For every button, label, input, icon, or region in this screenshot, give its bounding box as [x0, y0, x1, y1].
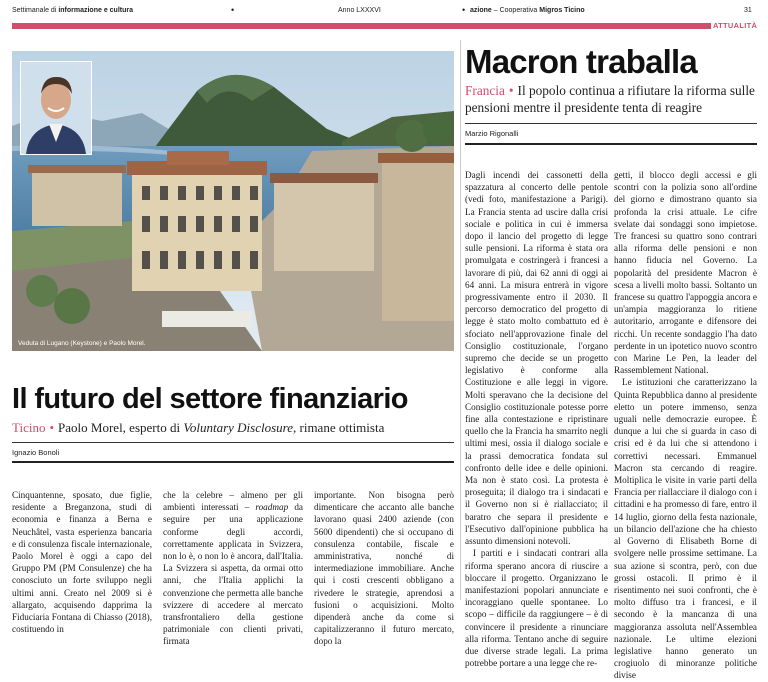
section-rubric: ATTUALITÀ — [713, 21, 758, 30]
divider — [465, 123, 757, 124]
article-column-1: Cinquantenne, sposato, due figlie, residente a Breganzona, studi di economia e finanza a Berna e Neuchâtel, vasta esperienza bancaria e di consulenza fiscale internazionale, Paolo Morel è oggi a capo del Gruppo PM (PM Consulenze) che ha conosciuto un forte sviluppo negli ultimi anni. Creato nel 2009 si è allargato, acquisendo dapprima la Fiduciaria Fontana di Chiasso (2018), costituendo in — [12, 490, 152, 635]
person-icon — [21, 62, 91, 154]
divider — [465, 143, 757, 145]
publication-tagline: Settimanale di informazione e cultura — [12, 7, 133, 14]
article-column-2: getti, il blocco degli accessi e gli scontri con la polizia sono all'ordine del giorno e dimostrano quanto sia profonda la crisi attuale. Le cifre svelate dai sondaggi sono impietose. Tre francesi su quattro sono contrari alla riforma delle pensioni e non hanno fiducia nel Governo. La popolarità del presidente Macron è scesa a livelli molto bassi. Soltanto un francese su quattro l'appoggia ancora e un'ampia maggioranza lo ritiene autoritario, arrogante e difensore dei ricchi. Un recente sondaggio l'ha dato perdente in un ipotetico nuovo scontro con Marine Le Pen, la leader del Rassemblement National. Le istituzioni che caratterizzano la Quinta Repubblica danno al presidente eletto un potere immenso, senza uguali nelle democrazie europee. È dunque a lui che si guarda in caso di crisi ed è da lui che si attendono i correttivi necessari. Emmanuel Macron sta cercando di reagire. Moltiplica le visite in varie parti della Francia per riallacciare il dialogo con i cittadini e ha promesso di fare, entro il 14 luglio, giorno della festa nazionale, un bilancio dell'azione che ha chiesto al Governo di Elisabeth Borne di svolgere nelle prossime settimane. La sua azione si scontra, però, con due grossi ostacoli. Il primo è il risentimento nei suoi confronti, che è molto diffuso tra i francesi, e il secondo è la mancanza di una maggioranza assoluta nell'Assemblea nazionale. Le ultime elezioni legislative hanno generato un crogiuolo di minoranze politiche divise — [614, 170, 757, 681]
photo-caption: Veduta di Lugano (Keystone) e Paolo Morel. — [18, 340, 146, 347]
article-author: Marzio Rigonalli — [465, 129, 519, 138]
article-column-2: che la celebre – almeno per gli ambienti interessati – roadmap da seguire per una applicazione conforme degli accordi, correttamente applicata in Svizzera, non lo è, o non lo è ancora, dall'Italia. La Svizzera si aspetta, da ormai otto anni, che l'Italia applichi la convenzione che permetta alle banche svizzere di accedere al mercato transfrontaliero della gestione patrimoniale con clienti privati, firmata — [163, 490, 303, 647]
article-column-3: importante. Non bisogna però dimenticare che accanto alle banche lavorano quasi 2400 aziende (con 5600 dipendenti) che si occupano di consulenza contabile, fiscale e amministrativa, nonché di intermediazione immobiliare. Anche qui i costi crescenti obbligano a rivedere le strategie, aprendosi a fusioni o acquisizioni. Molto dipenderà anche da come si capitalizzeranno il futuro mercato, dopo la — [314, 490, 454, 647]
divider — [12, 461, 454, 463]
article-column-1: Dagli incendi dei cassonetti della spazzatura al concerto delle pentole (vedi foto, manifestazione a Parigi). La Francia stenta ad uscire dalla crisi sociale e politica in cui è immersa dopo il lancio del progetto di legge sulle pensioni. La riforma è stata ora promulgata e costringerà i francesi a lavorare di più, dai 62 anni di oggi ai 64 anni. La misura entrerà in vigore progressivamente entro il 2030. Il percorso democratico del progetto di legge è stato molto combattuto ed è sfociato nell'approvazione finale del Consiglio costituzionale, l'organo supremo che decide se un progetto legislativo è conforme alla Costituzione e alle leggi in vigore. Molti speravano che la decisione del Consiglio costituzionale potesse porre fine alla contestazione e ripristinare quello che la Francia ha smarrito negli ultimi mesi, ossia il dialogo sociale e la prassi democratica fondata sul confronto delle idee e delle opinioni. Ma non è stato così. La protesta è proseguita; il dialogo tra i sindacati e il Governo non si è riallacciato; il baratro che separa il presidente e l'Esecutivo dall'opinione pubblica ha assunto dimensioni notevoli. I partiti e i sindacati contrari alla riforma sperano ancora di riuscire a bloccare il progetto. Organizzano le manifestazioni popolari annunciate e incoraggiano quelle spontanee. Lo scopo – difficile da raggiungere – è di convincere il presidente a rinunciare alla riforma. Tentano anche di seguire due diverse strade legali. La prima potrebbe portare a una legge che re- — [465, 170, 608, 669]
divider — [12, 442, 454, 443]
page-header — [0, 0, 768, 22]
column-separator — [460, 40, 461, 600]
page-number: 31 — [744, 7, 752, 14]
article-subtitle: Francia • Il popolo continua a rifiutare la riforma sulle pensioni mentre il presidente tenta di reagire — [465, 83, 755, 115]
author-portrait — [20, 61, 92, 155]
article-title: Il futuro del settore finanziario — [12, 383, 408, 415]
article-subtitle: Ticino • Paolo Morel, esperto di Voluntary Disclosure, rimane ottimista — [12, 420, 385, 435]
article-kicker: Francia — [465, 83, 505, 98]
article-author: Ignazio Bonoli — [12, 448, 60, 457]
volume-label: Anno LXXXVI — [338, 7, 381, 14]
section-rule — [12, 23, 754, 29]
header-dot: • — [462, 5, 466, 15]
publisher-label: azione – Cooperativa Migros Ticino — [470, 7, 585, 14]
article-title: Macron traballa — [465, 43, 697, 80]
article-kicker: Ticino — [12, 420, 46, 435]
header-dot: • — [231, 5, 235, 15]
